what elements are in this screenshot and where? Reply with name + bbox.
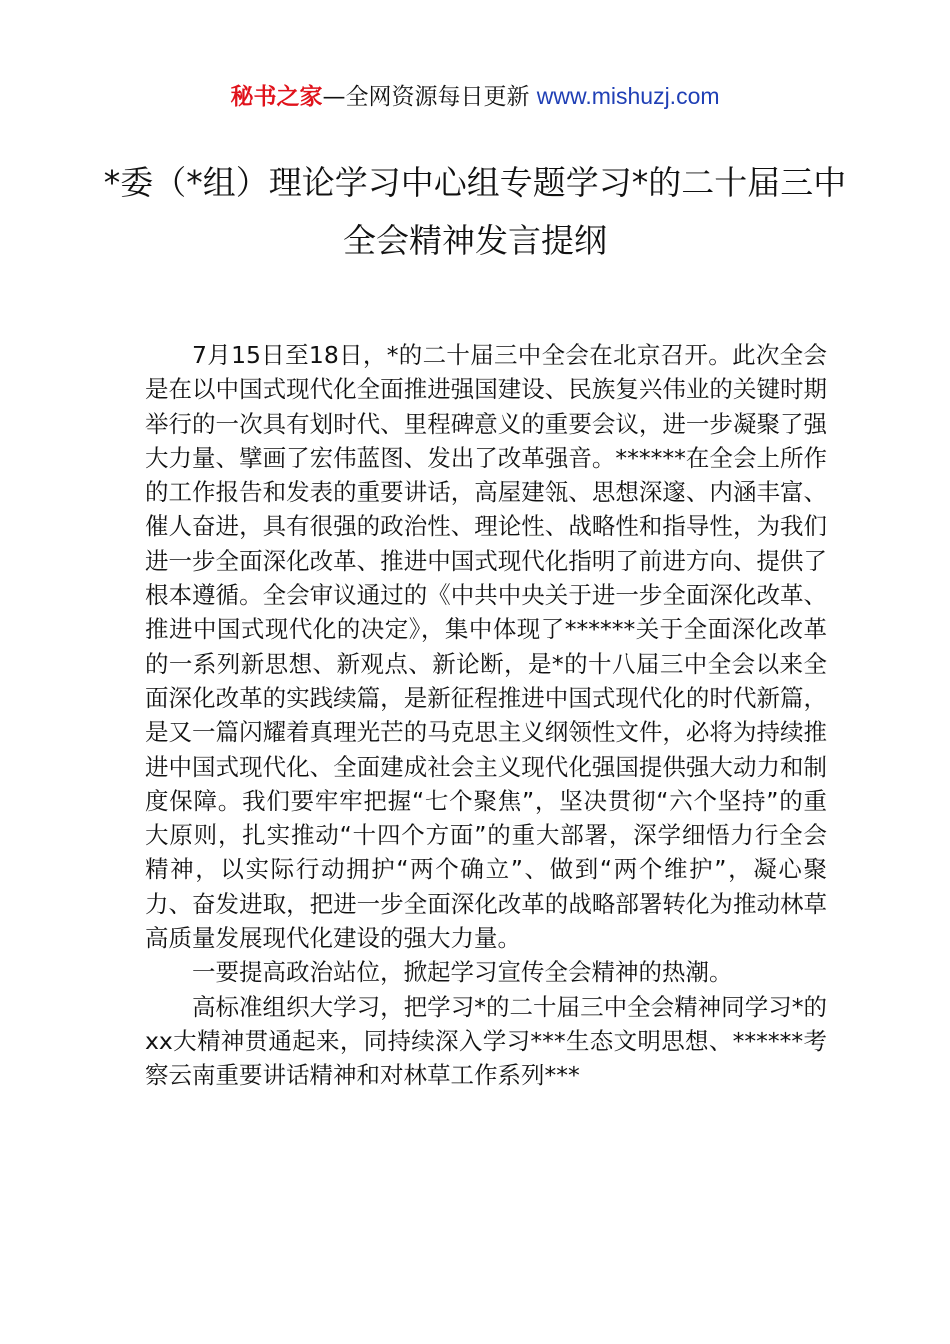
- site-header: [0, 80, 950, 113]
- document-title: *委（*组）理论学习中心组专题学习*的二十届三中全会精神发言提纲: [103, 163, 847, 260]
- paragraph-section-heading: 一要提高政治站位，掀起学习宣传全会精神的热潮。: [192, 958, 733, 987]
- site-brand: 秘书之家: [230, 84, 323, 110]
- document-body: [145, 338, 827, 1093]
- paragraph-intro: 7月15日至18日，*的二十届三中全会在北京召开。此次全会是在以中国式现代化全面推进强国建设、民族复兴伟业的关键时期举行的一次具有划时代、里程碑意义的重要会议，进一步凝聚了强大力量、擘画了宏伟蓝图、发出了改革强音。******在全会上所作的工作报告和发表的重要讲话，高屋建瓴、思想深邃、内涵丰富、催人奋进，具有很强的政治性、理论性、战略性和指导性，为我们进一步全面深化改革、推进中国式现代化指明了前进方向、提供了根本遵循。全会审议通过的《中共中央关于进一步全面深化改革、推进中国式现代化的决定》，集中体现了******关于全面深化改革的一系列新思想、新观点、新论断，是*的十八届三中全会以来全面深化改革的实践续篇，是新征程推进中国式现代化的时代新篇，是又一篇闪耀着真理光芒的马克思主义纲领性文件，必将为持续推进中国式现代化、全面建成社会主义现代化强国提供强大动力和制度保障。我们要牢牢把握“七个聚焦”，坚决贯彻“六个坚持”的重大原则，扎实推动“十四个方面”的重大部署，深学细悟力行全会精神，以实际行动拥护“两个确立”、做到“两个维护”，凝心聚力、奋发进取，把进一步全面深化改革的战略部署转化为推动林草高质量发展现代化建设的强大力量。: [145, 341, 827, 953]
- paragraph-study: 高标准组织大学习，把学习*的二十届三中全会精神同学习*的xx大精神贯通起来，同持续深入学习***生态文明思想、******考察云南重要讲话精神和对林草工作系列***: [145, 992, 827, 1090]
- site-url-link[interactable]: www.mishuzj.com: [536, 83, 720, 109]
- site-tagline: —全网资源每日更新: [322, 84, 537, 110]
